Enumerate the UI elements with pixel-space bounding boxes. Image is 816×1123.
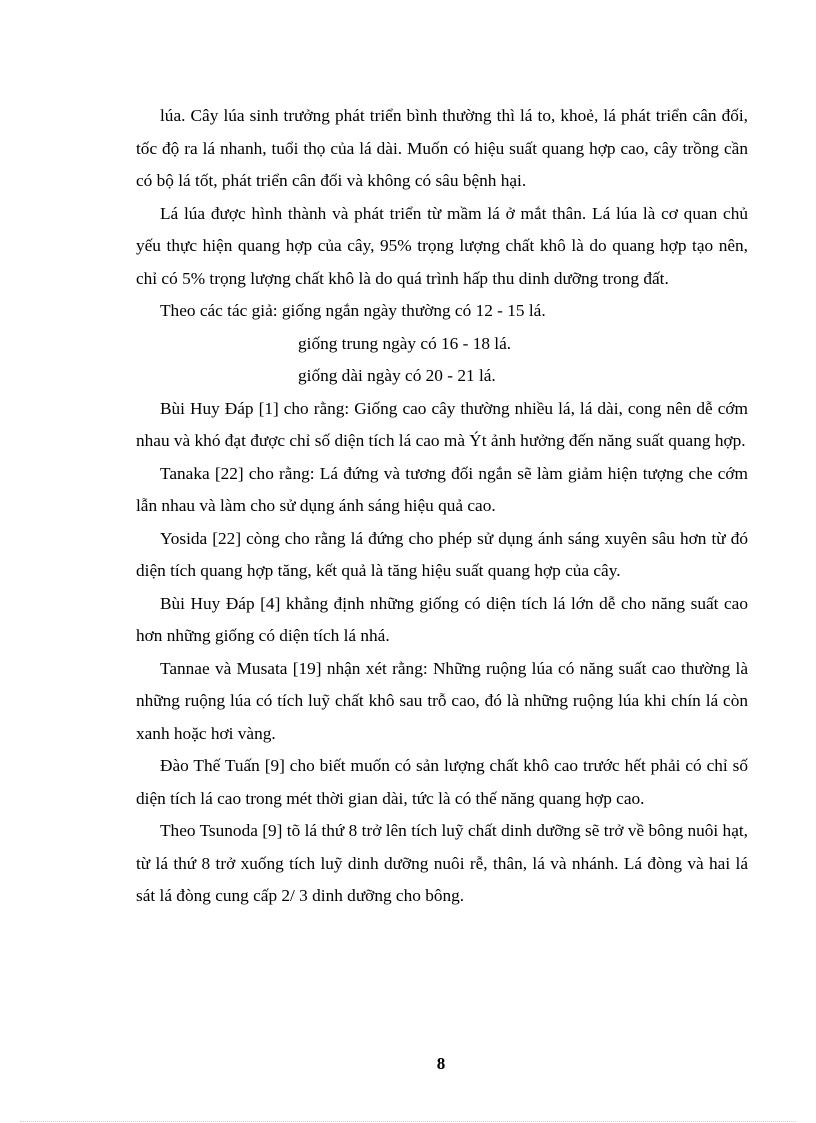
paragraph-tanaka: Tanaka [22] cho rằng: Lá đứng và tương đối ngắn sẽ làm giảm hiện tượng che cớm lẫn nhau và làm cho sử dụng ánh sáng hiệu quả cao.: [136, 463, 748, 515]
leaf-count-lead: Theo các tác giả:: [160, 301, 278, 320]
page-number: 8: [436, 1054, 446, 1073]
page-body: [136, 100, 748, 913]
paragraph-bui-huy-dap-4: Bùi Huy Đáp [4] khẳng định những giống có diện tích lá lớn dễ cho năng suất cao hơn những giống có diện tích lá nhá.: [136, 593, 748, 645]
leaf-count-line-long: [136, 360, 748, 393]
paragraph-dao-the-tuan: Đào Thế Tuấn [9] cho biết muốn có sản lượng chất khô cao trước hết phải có chỉ số diện tích lá cao trong mét thời gian dài, tức là có thế năng quang hợp cao.: [136, 756, 748, 808]
paragraph-tsunoda: Theo Tsunoda [9] tõ lá thứ 8 trở lên tích luỹ chất dinh dưỡng sẽ trở về bông nuôi hạt, từ lá thứ 8 trở xuống tích luỹ dinh dưỡng nuôi rễ, thân, lá và nhánh. Lá đòng và hai lá sát lá đòng cung cấp 2/ 3 dinh dưỡng cho bông.: [136, 821, 748, 905]
leaf-count-list: [136, 295, 748, 393]
leaf-count-item: giống trung ngày có 16 - 18 lá.: [298, 333, 512, 353]
page-bottom-divider: [20, 1121, 796, 1122]
leaf-count-line-medium: [136, 328, 748, 361]
leaf-count-item: giống ngắn ngày thường có 12 - 15 lá.: [281, 301, 546, 320]
leaf-count-line-short: [136, 295, 748, 328]
leaf-count-item: giống dài ngày có 20 - 21 lá.: [298, 366, 496, 385]
paragraph-tannae-musata: Tannae và Musata [19] nhận xét rằng: Những ruộng lúa có năng suất cao thường là những ruộng lúa có tích luỹ chất khô sau trỗ cao, đó là những ruộng lúa khi chín lá còn xanh hoặc hơi vàng.: [136, 658, 748, 743]
paragraph-leaf-photosynthesis: Lá lúa được hình thành và phát triển từ mầm lá ở mắt thân. Lá lúa là cơ quan chủ yếu thực hiện quang hợp của cây, 95% trọng lượng chất khô là do quang hợp tạo nên, chỉ có 5% trọng lượng chất khô là do quá trình hấp thu dinh dưỡng trong đất.: [136, 203, 748, 288]
paragraph-yosida: Yosida [22] còng cho rằng lá đứng cho phép sử dụng ánh sáng xuyên sâu hơn từ đó diện tích quang hợp tăng, kết quả là tăng hiệu suất quang hợp của cây.: [136, 528, 748, 580]
paragraph-bui-huy-dap-1: Bùi Huy Đáp [1] cho rằng: Giống cao cây thường nhiều lá, lá dài, cong nên dễ cớm nhau và khó đạt được chỉ số diện tích lá cao mà Ýt ảnh hưởng đến năng suất quang hợp.: [136, 398, 748, 450]
paragraph-leaf-development: lúa. Cây lúa sinh trưởng phát triển bình thường thì lá to, khoẻ, lá phát triển cân đối, tốc độ ra lá nhanh, tuổi thọ của lá dài. Muốn có hiệu suất quang hợp cao, cây trồng cần có bộ lá tốt, phát triển cân đối và không có sâu bệnh hại.: [136, 106, 748, 190]
